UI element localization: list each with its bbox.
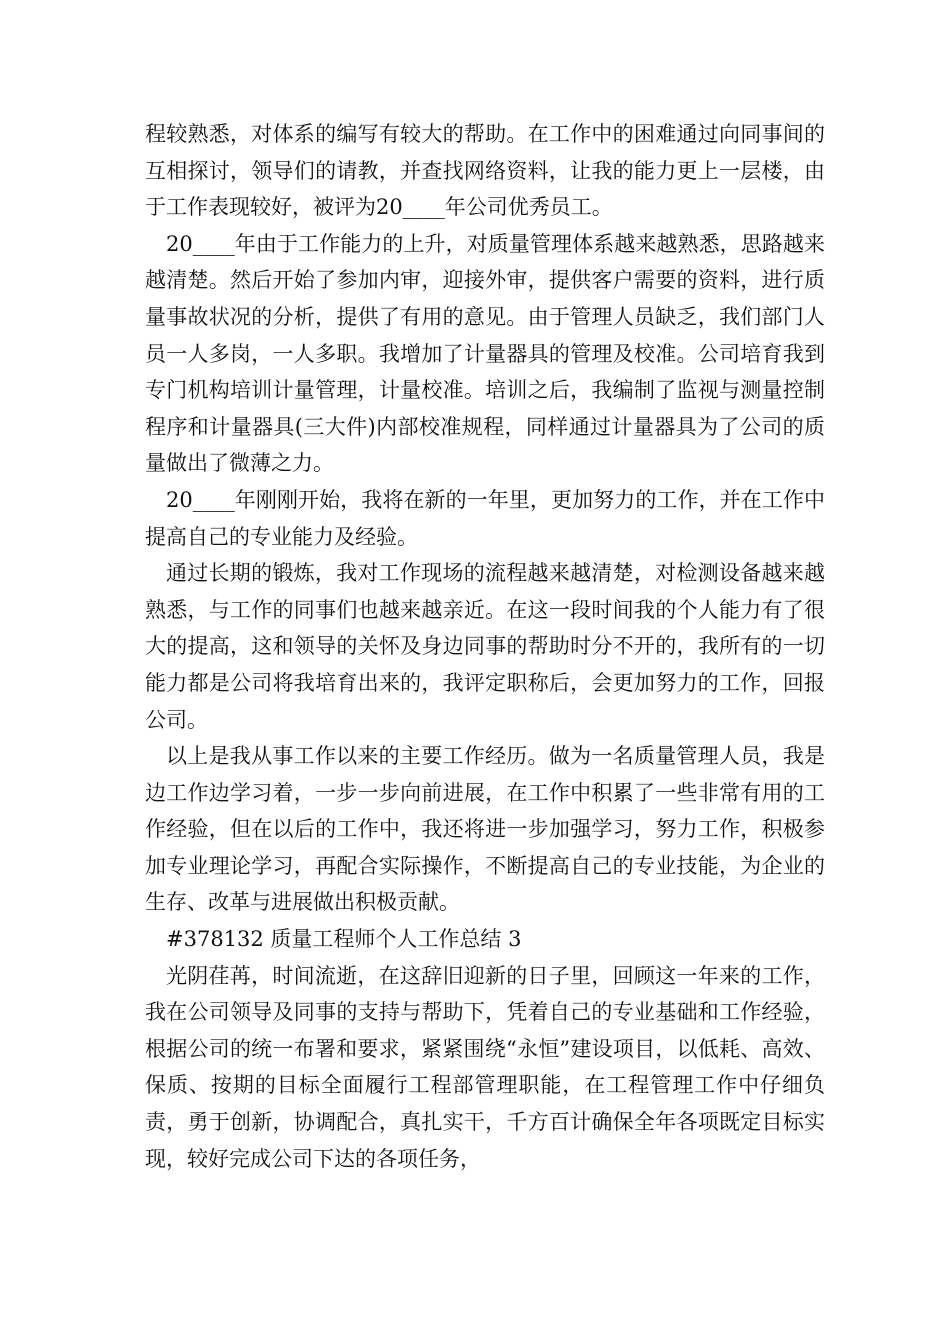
document-body: [145, 116, 825, 1177]
paragraph-continuation: 程较熟悉，对体系的编写有较大的帮助。在工作中的困难通过向同事间的互相探讨，领导们的请教，并查找网络资料，让我的能力更上一层楼，由于工作表现较好，被评为20____年公司优秀员工。: [145, 122, 825, 220]
paragraph-growth: 通过长期的锻炼，我对工作现场的流程越来越清楚，对检测设备越来越熟悉，与工作的同事们也越来越亲近。在这一段时间我的个人能力有了很大的提高，这和领导的关怀及身边同事的帮助时分不开的，我所有的一切能力都是公司将我培育出来的，我评定职称后，会更加努力的工作，回报公司。: [145, 561, 825, 732]
section-heading: #378132 质量工程师个人工作总结 3: [166, 927, 522, 952]
paragraph-quality-system: 20____年由于工作能力的上升，对质量管理体系越来越熟悉，思路越来越清楚。然后开始了参加内审，迎接外审，提供客户需要的资料，进行质量事故状况的分析，提供了有用的意见。由于管理人员缺乏，我们部门人员一人多岗，一人多职。我增加了计量器具的管理及校准。公司培育我到专门机构培训计量管理，计量校准。培训之后，我编制了监视与测量控制程序和计量器具(三大件)内部校准规程，同样通过计量器具为了公司的质量做出了微薄之力。: [145, 231, 825, 476]
paragraph-new-year: 20____年刚刚开始，我将在新的一年里，更加努力的工作，并在工作中提高自己的专业能力及经验。: [145, 487, 825, 549]
paragraph-final: 光阴荏苒，时间流逝，在这辞旧迎新的日子里，回顾这一年来的工作，我在公司领导及同事的支持与帮助下，凭着自己的专业基础和工作经验，根据公司的统一布署和要求，紧紧围绕“永恒”建设项目，以低耗、高效、保质、按期的目标全面履行工程部管理职能，在工程管理工作中仔细负责，勇于创新，协调配合，真扎实干，千方百计确保全年各项既定目标实现，较好完成公司下达的各项任务，: [145, 963, 825, 1171]
paragraph-summary: 以上是我从事工作以来的主要工作经历。做为一名质量管理人员，我是边工作边学习着，一步一步向前进展，在工作中积累了一些非常有用的工作经验，但在以后的工作中，我还将进一步加强学习，努力工作，积极参加专业理论学习，再配合实际操作，不断提高自己的专业技能，为企业的生存、改革与进展做出积极贡献。: [145, 744, 825, 915]
